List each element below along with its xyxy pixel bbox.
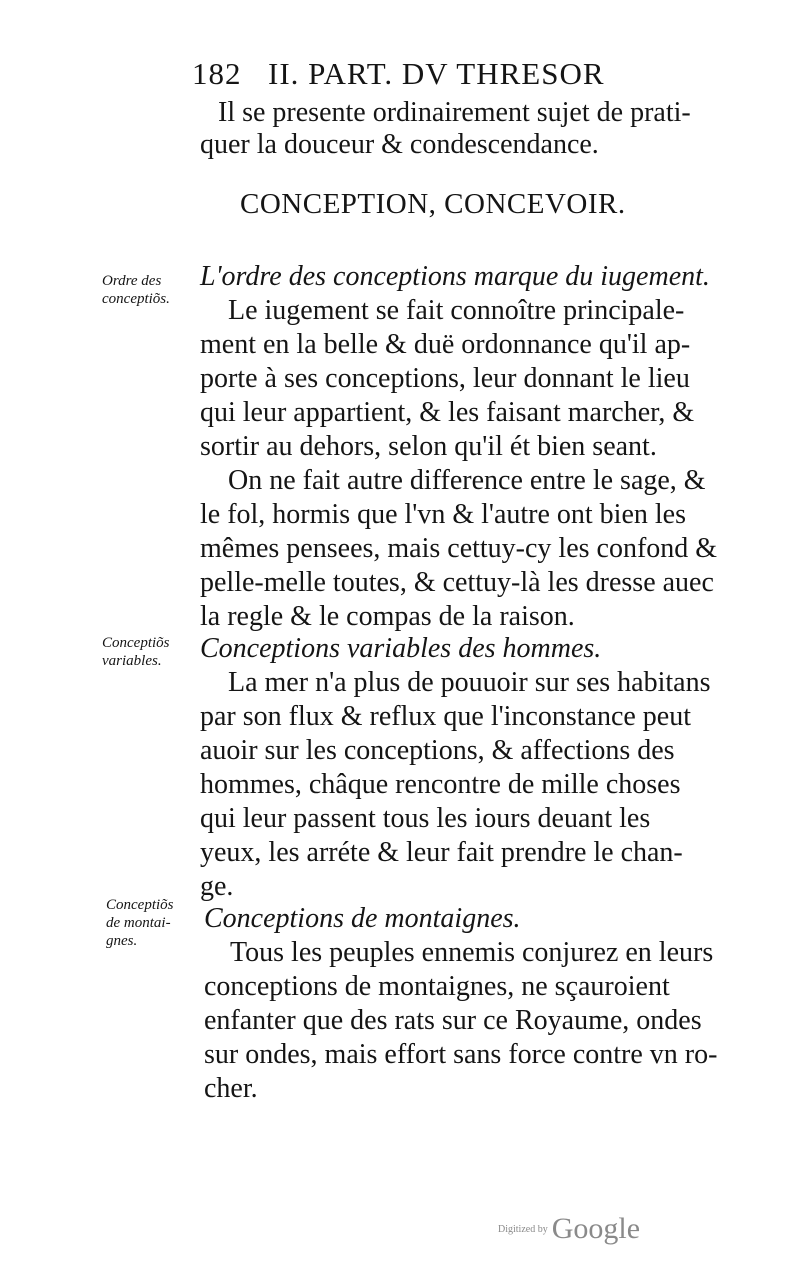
text-line: La mer n'a plus de pouuoir sur ses habitans [228,667,711,698]
text-line: auoir sur les conceptions, & affections des [200,735,675,766]
running-header [192,56,672,92]
margin-note-line: Ordre des [102,273,162,289]
text-line: cher. [204,1073,258,1104]
margin-note-line: conceptiõs. [102,291,170,307]
margin-note-line: gnes. [106,933,138,949]
google-logo: Google [551,1212,641,1245]
text-line: pelle-melle toutes, & cettuy-là les dresse auec [200,567,714,598]
text-line: porte à ses conceptions, leur donnant le lieu [200,363,690,394]
margin-note [102,634,170,670]
text-line: Le iugement se fait connoître principale- [228,295,685,326]
text-line: On ne fait autre difference entre le sage, & [228,465,706,496]
text-line: sur ondes, mais effort sans force contre vn ro- [204,1039,718,1070]
text-line: enfanter que des rats sur ce Royaume, ondes [204,1005,702,1036]
text-line: ment en la belle & duë ordonnance qu'il ap- [200,329,691,360]
margin-note-line: variables. [102,653,162,669]
subheading: Conceptions variables des hommes. [200,633,602,664]
margin-note [106,896,174,950]
margin-note-line: de montai- [106,915,171,931]
text-line: qui leur appartient, & les faisant marcher, & [200,397,695,428]
subheading: Conceptions de montaignes. [204,903,521,934]
margin-note [102,272,170,308]
text-line: mêmes pensees, mais cettuy-cy les confond & [200,533,718,564]
text-line: sortir au dehors, selon qu'il ét bien seant. [200,431,657,462]
text-line: conceptions de montaignes, ne sçauroient [204,971,670,1002]
text-line: le fol, hormis que l'vn & l'autre ont bien les [200,499,686,530]
page-number: 182 [192,56,242,91]
text-line: hommes, châque rencontre de mille choses [200,769,681,800]
digitized-watermark [498,1212,640,1246]
section-heading: CONCEPTION, CONCEVOIR. [240,188,626,220]
text-line: par son flux & reflux que l'inconstance peut [200,701,692,732]
text-line: yeux, les arréte & leur fait prendre le chan- [200,837,683,868]
text-line: quer la douceur & condescendance. [200,129,599,160]
text-line: la regle & le compas de la raison. [200,601,575,632]
text-line: qui leur passent tous les iours deuant les [200,803,651,834]
running-title: II. PART. DV THRESOR [268,56,605,91]
text-line: ge. [200,871,234,902]
margin-note-line: Conceptiõs [102,635,170,651]
watermark-small: Digitized by [498,1223,548,1235]
subheading: L'ordre des conceptions marque du iugement. [200,261,710,292]
text-line: Tous les peuples ennemis conjurez en leurs [230,937,714,968]
text-line: Il se presente ordinairement sujet de prati- [218,97,691,128]
margin-note-line: Conceptiõs [106,897,174,913]
